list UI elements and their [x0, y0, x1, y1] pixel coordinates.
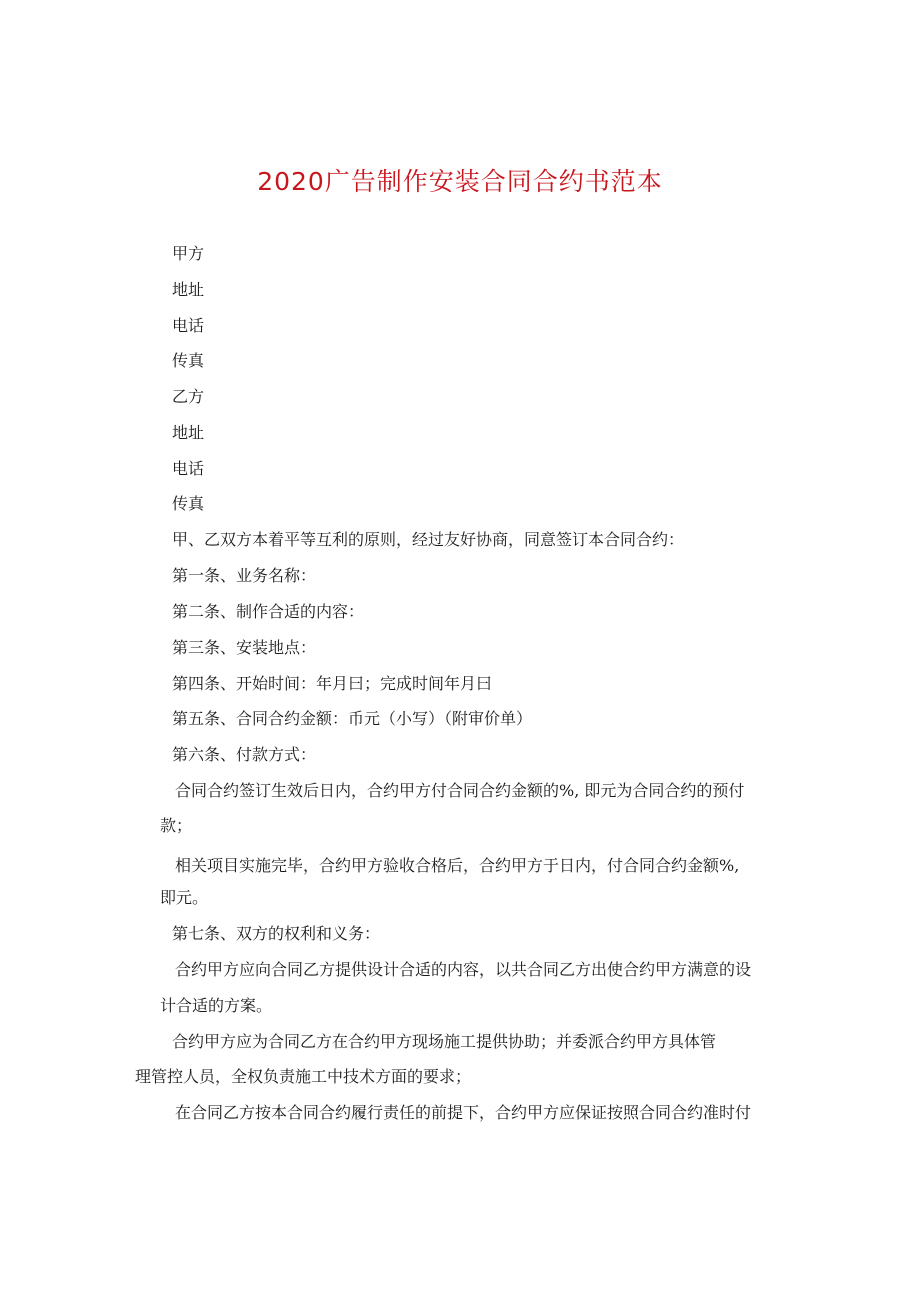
payment-term-1-line-1: 合同合约签订生效后日内，合约甲方付合同合约金额的%, 即元为合同合约的预付 [175, 781, 745, 800]
duty-3-line-1: 在合同乙方按本合同合约履行责任的前提下，合约甲方应保证按照合同合约准时付 [175, 1103, 752, 1122]
duty-1-line-1: 合约甲方应向合同乙方提供设计合适的内容，以共合同乙方出使合约甲方满意的设 [175, 960, 752, 979]
article-6: 第六条、付款方式： [172, 745, 317, 764]
article-3: 第三条、安装地点： [172, 638, 317, 657]
article-4: 第四条、开始时间：年月曰；完成时间年月曰 [172, 674, 493, 693]
document-title: 2020广告制作安装合同合约书范本 [257, 167, 663, 196]
party-b-fax-label: 传真 [172, 494, 205, 513]
duty-2-line-1: 合约甲方应为合同乙方在合约甲方现场施工提供协助；并委派合约甲方具体管 [172, 1032, 717, 1051]
party-b-phone-label: 电话 [172, 459, 205, 478]
article-2: 第二条、制作合适的内容： [172, 602, 365, 621]
payment-term-1-line-2: 款； [160, 816, 193, 835]
article-7: 第七条、双方的权利和义务： [172, 924, 381, 943]
article-1: 第一条、业务名称： [172, 566, 317, 585]
party-a-phone-label: 电话 [172, 316, 205, 335]
duty-2-line-2: 理管控人员，全权负责施工中技术方面的要求； [135, 1067, 472, 1086]
party-b-label: 乙方 [172, 387, 205, 406]
party-a-address-label: 地址 [172, 280, 205, 299]
payment-term-2-line-2: 即元。 [160, 888, 209, 907]
party-a-label: 甲方 [172, 244, 205, 263]
article-5: 第五条、合同合约金额：币元（小写）（附审价单） [172, 709, 533, 728]
party-a-fax-label: 传真 [172, 351, 205, 370]
preamble: 甲、乙双方本着平等互利的原则，经过友好协商，同意签订本合同合约： [172, 530, 685, 549]
party-b-address-label: 地址 [172, 423, 205, 442]
payment-term-2-line-1: 相关项目实施完毕，合约甲方验收合格后，合约甲方于日内，付合同合约金额%, [175, 856, 740, 875]
duty-1-line-2: 计合适的方案。 [160, 996, 273, 1015]
